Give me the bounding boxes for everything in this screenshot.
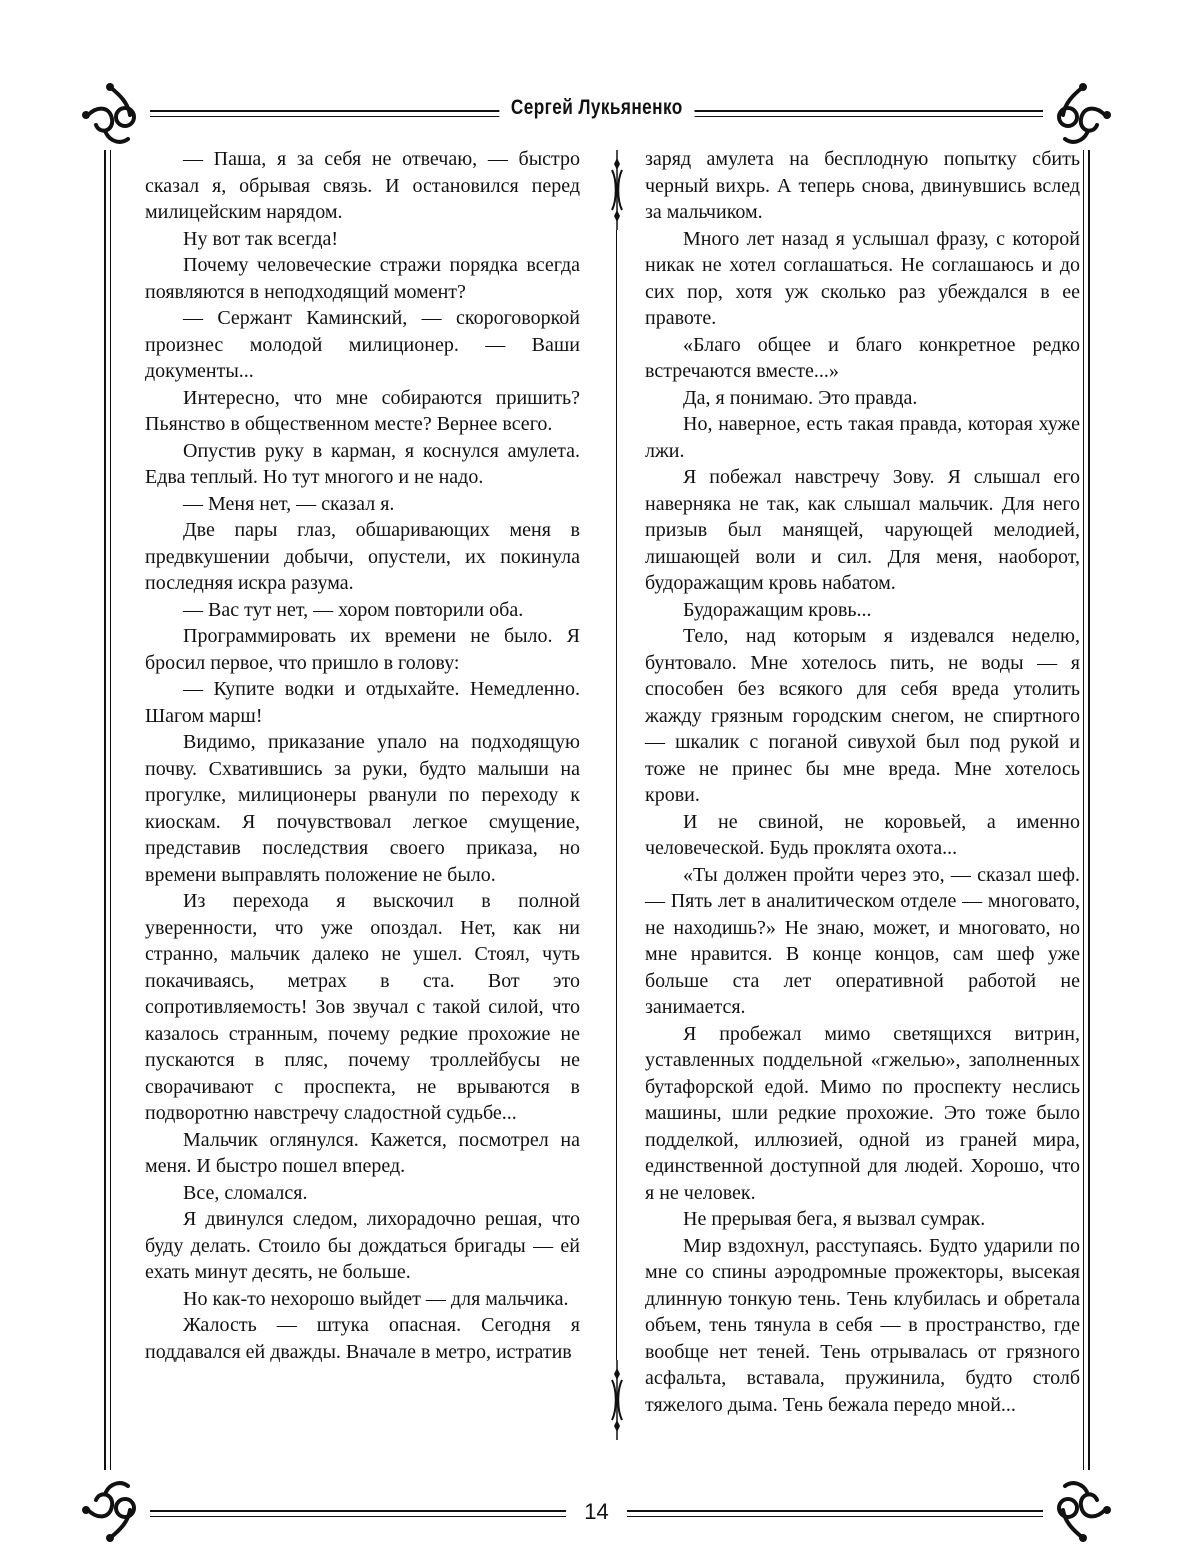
paragraph: Почему человеческие стражи порядка всегда появляются в неподходящий момент?	[145, 254, 580, 303]
column-bracket-icon	[610, 150, 624, 230]
paragraph: Но как-то нехорошо выйдет — для мальчика.	[183, 1287, 569, 1310]
text-column-right	[645, 146, 1080, 1418]
frame-right-line-inner	[1083, 150, 1084, 1470]
paragraph: Мир вздохнул, расступаясь. Будто ударили по мне со спины аэродромные прожекторы, высекая длинную тонкую тень. Тень клубилась и обретала объем, тень тянула в себя — в пространство, где вообще нет теней. Тень отрывалась от грязного асфальта, вставала, пружинила, будто столб тяжелого дыма. Тень бежала передо мной...	[645, 1234, 1080, 1416]
paragraph: — Вас тут нет, — хором повторили оба.	[183, 598, 524, 621]
paragraph: — Купите водки и отдыхайте. Немедленно. Шагом марш!	[145, 678, 580, 727]
paragraph: Будоражащим кровь...	[683, 598, 872, 621]
running-header	[0, 96, 1193, 120]
paragraph: Из перехода я выскочил в полной уверенности, что уже опоздал. Нет, как ни странно, мальчик далеко не ушел. Стоял, чуть покачиваясь, метрах в ста. Вот это сопротивляемость! Зов звучал с такой силой, что казалось странным, почему редкие прохожие не пускаются в пляс, почему троллейбусы не сворачивают с проспекта, не врываются в подворотню навстречу сладостной судьбе...	[145, 890, 580, 1124]
paragraph: Опустив руку в карман, я коснулся амулета. Едва теплый. Но тут многого и не надо.	[145, 439, 580, 488]
paragraph: Много лет назад я услышал фразу, с которой никак не хотел соглашаться. Не соглашаюсь и до сих пор, хотя уж сколько раз убеждался в ее правоте.	[645, 227, 1080, 329]
paragraph: Все, сломался.	[183, 1181, 308, 1204]
paragraph: Две пары глаз, обшаривающих меня в предвкушении добычи, опустели, их покинула последняя искра разума.	[145, 519, 580, 594]
column-bracket-icon	[610, 1360, 624, 1440]
paragraph: Я двинулся следом, лихорадочно решая, что буду делать. Стоило бы дождаться бригады — ей ехать минут десять, не больше.	[145, 1208, 580, 1283]
paragraph: «Благо общее и благо конкретное редко встречаются вместе...»	[645, 333, 1080, 382]
frame-left-line	[104, 150, 106, 1470]
paragraph: Но, наверное, есть такая правда, которая хуже лжи.	[645, 413, 1080, 462]
author-name: Сергей Лукьяненко	[499, 96, 694, 120]
paragraph: — Паша, я за себя не отвечаю, — быстро сказал я, обрывая связь. И остановился перед милицейским нарядом.	[145, 148, 580, 223]
paragraph: — Сержант Каминский, — скороговоркой произнес молодой милиционер. — Ваши документы...	[145, 307, 580, 382]
frame-right-line	[1088, 150, 1090, 1470]
paragraph: Жалость — штука опасная. Сегодня я поддавался ей дважды. Вначале в метро, истратив	[145, 1314, 580, 1363]
frame-left-line-inner	[110, 150, 111, 1470]
paragraph: заряд амулета на бесплодную попытку сбить черный вихрь. А теперь снова, двинувшись вслед за мальчиком.	[645, 148, 1080, 223]
text-column-left	[145, 146, 580, 1365]
paragraph: Ну вот так всегда!	[183, 227, 339, 250]
paragraph: «Ты должен пройти через это, — сказал шеф. — Пять лет в аналитическом отделе — многовато, не находишь?» Не знаю, может, и многовато, но мне нравится. В конце концов, сам шеф уже больше ста лет оперативной работой не занимается.	[645, 863, 1080, 1018]
paragraph: Я пробежал мимо светящихся витрин, уставленных поддельной «гжелью», заполненных бутафорской едой. Мимо по проспекту неслись машины, шли редкие прохожие. Это тоже было подделкой, иллюзией, одной из граней мира, единственной доступной для людей. Хорошо, что я не человек.	[645, 1022, 1080, 1204]
paragraph: И не свиной, не коровьей, а именно человеческой. Будь проклята охота...	[645, 810, 1080, 859]
paragraph: Не прерывая бега, я вызвал сумрак.	[683, 1208, 986, 1230]
paragraph: Я побежал навстречу Зову. Я слышал его наверняка не так, как слышал мальчик. Для него призыв был манящей, чарующей мелодией, лишающей воли и сил. Для меня, наоборот, будоражащим кровь набатом.	[645, 466, 1080, 594]
paragraph: — Меня нет, — сказал я.	[183, 492, 395, 515]
page-number: 14	[566, 1499, 626, 1525]
paragraph: Интересно, что мне собираются пришить? Пьянство в общественном месте? Вернее всего.	[145, 386, 580, 435]
page-number-container	[0, 1499, 1193, 1525]
paragraph: Программировать их времени не было. Я бросил первое, что пришло в голову:	[145, 625, 580, 674]
column-divider-line	[616, 230, 617, 1360]
paragraph: Да, я понимаю. Это правда.	[683, 386, 918, 409]
paragraph: Мальчик оглянулся. Кажется, посмотрел на меня. И быстро пошел вперед.	[145, 1128, 580, 1177]
paragraph: Видимо, приказание упало на подходящую почву. Схватившись за руки, будто малыши на прогулке, милиционеры рванули по переходу к киоскам. Я почувствовал легкое смущение, представив последствия своего приказа, но времени выправлять положение не было.	[145, 731, 580, 886]
paragraph: Тело, над которым я издевался неделю, бунтовало. Мне хотелось пить, не воды — я способен без всякого для себя вреда утолить жажду грязным городским снегом, не спиртного — шкалик с поганой сивухой был под рукой и тоже не принес бы мне вреда. Мне хотелось крови.	[645, 625, 1080, 806]
